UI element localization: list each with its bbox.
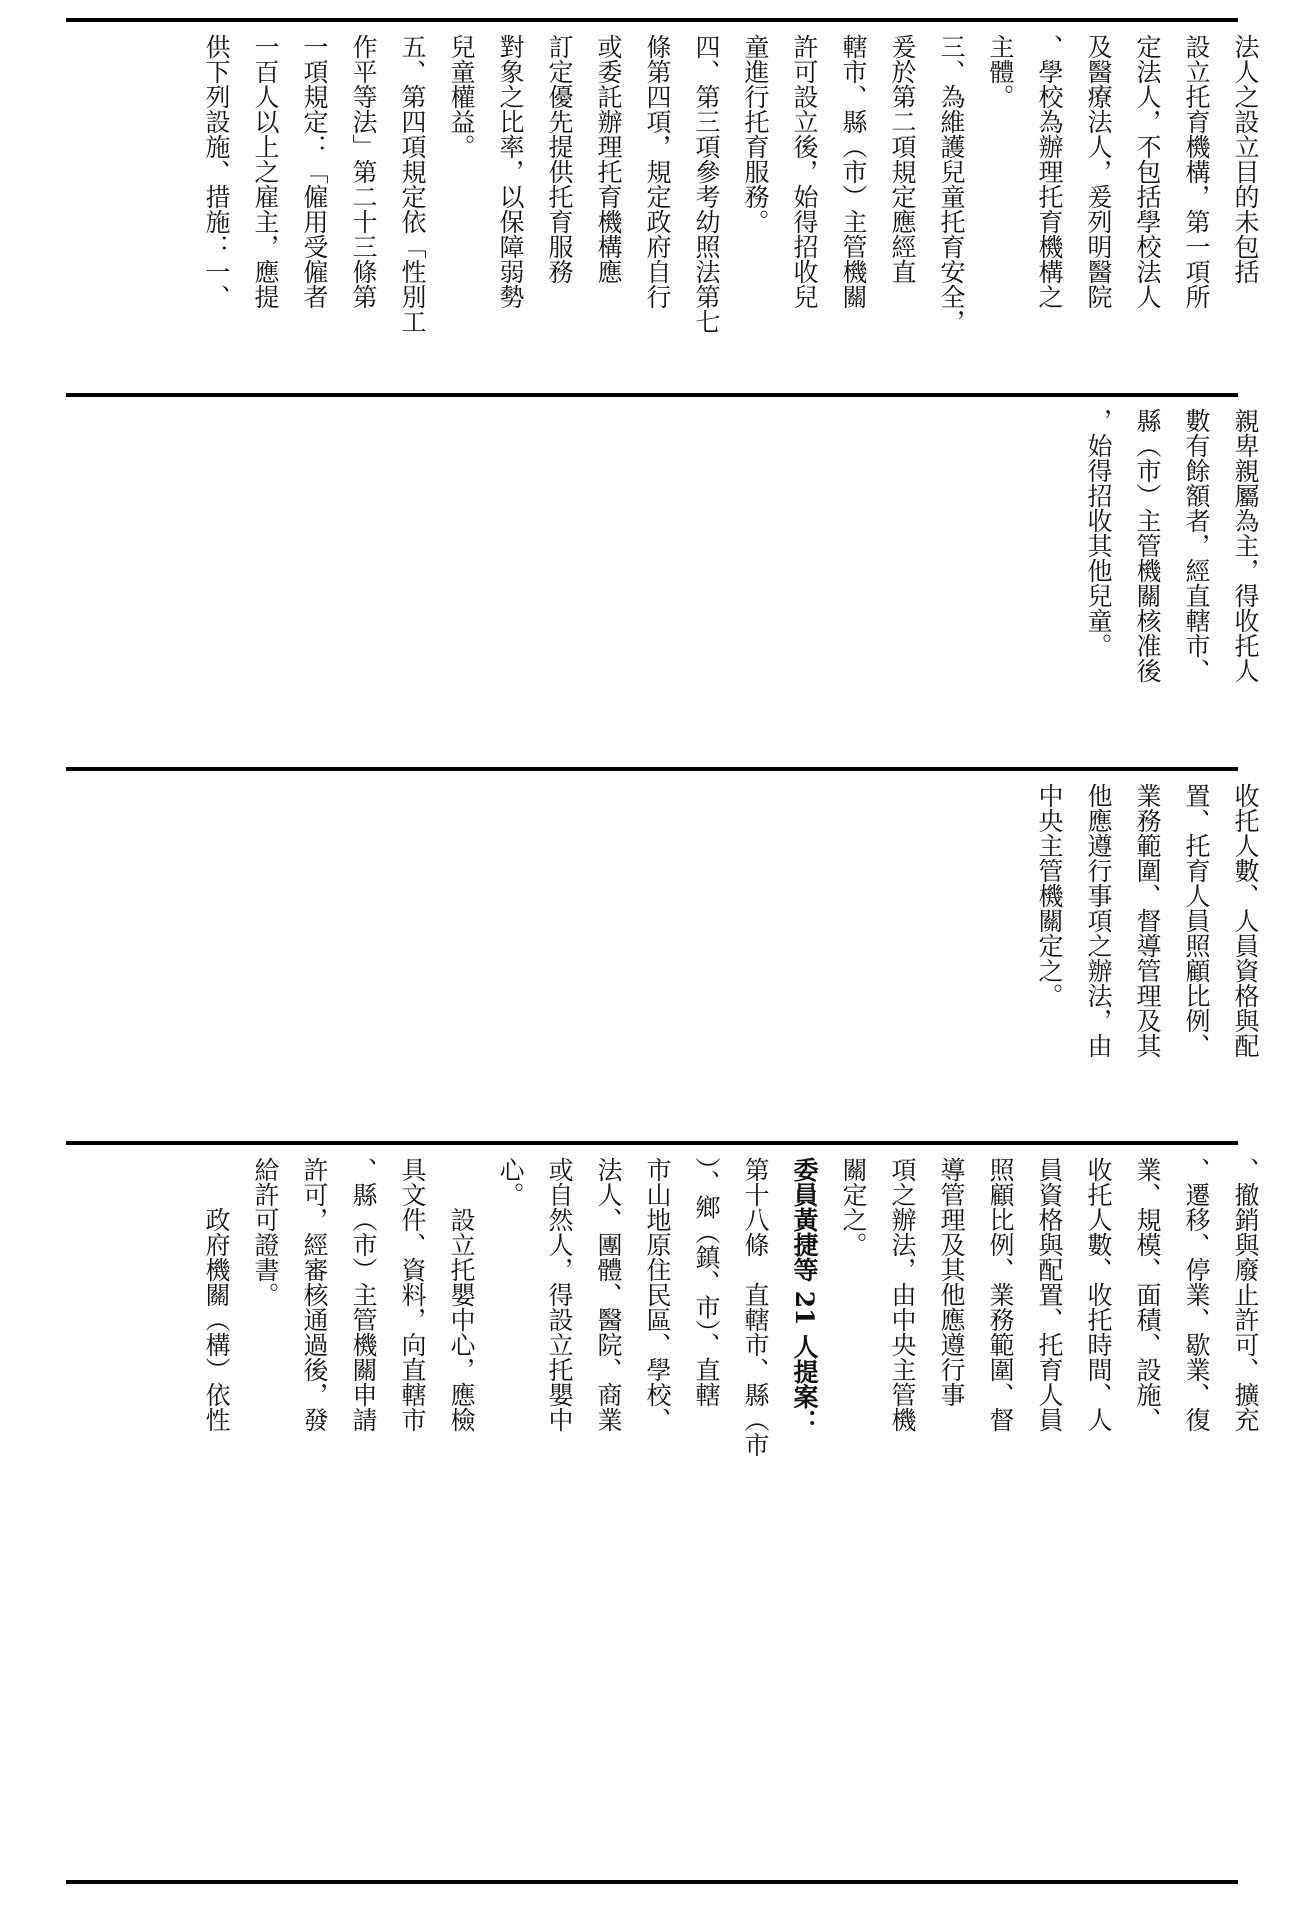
text-line: 關定之。 (839, 1157, 868, 1257)
text-line: 一項規定：「僱用受僱者 (300, 34, 329, 309)
text-line: 轄市、縣（市）主管機關 (839, 34, 868, 309)
text-line: 一百人以上之雇主，應提 (251, 34, 280, 309)
text-line: 政府機關（構）依性 (202, 1157, 231, 1432)
text-line: 第十八條 直轄市、縣（市 (741, 1157, 770, 1457)
text-line: 許可設立後，始得招收兒 (790, 34, 819, 309)
text-line: 、學校為辦理托育機構之 (1035, 34, 1064, 309)
text-line: 兒童權益。 (447, 34, 476, 159)
text-line: 條第四項，規定政府自行 (643, 34, 672, 309)
text-line: 對象之比率，以保障弱勢 (496, 34, 525, 309)
text-line: 心。 (496, 1157, 525, 1207)
text-line: 及醫療法人，爰列明醫院 (1084, 34, 1113, 309)
text-line: 、縣（市）主管機關申請 (349, 1157, 378, 1432)
text-line: 置、托育人員照顧比例、 (1182, 783, 1211, 1058)
text-line: 定法人，不包括學校法人 (1133, 34, 1162, 309)
text-line: 童進行托育服務。 (741, 34, 770, 234)
text-line: 四、第三項參考幼照法第七 (692, 34, 721, 334)
text-line: 法人、團體、醫院、商業 (594, 1157, 623, 1432)
text-line: 五、第四項規定依「性別工 (398, 34, 427, 334)
divider-rule-1 (66, 393, 1238, 397)
text-line: 照顧比例、業務範圍、督 (986, 1157, 1015, 1432)
text-line: 三、為維護兒童托育安全， (937, 34, 966, 334)
text-line: 作平等法」第二十三條第 (349, 34, 378, 309)
text-line: 項之辦法，由中央主管機 (888, 1157, 917, 1432)
text-line: 主體。 (986, 34, 1015, 109)
text-line: 縣（市）主管機關核准後 (1133, 408, 1162, 683)
text-line: 供下列設施、措施：一、 (202, 34, 231, 309)
text-line: 給許可證書。 (251, 1157, 280, 1307)
text-line: 、撤銷與廢止許可、擴充 (1231, 1157, 1260, 1432)
section-4-text (90, 1157, 1270, 1507)
top-rule (66, 18, 1238, 22)
text-line: ）、鄉（鎮、市）、直轄 (692, 1157, 721, 1407)
text-line: 、遷移、停業、歇業、復 (1182, 1157, 1211, 1432)
text-line: 市山地原住民區、學校、 (643, 1157, 672, 1432)
text-line: 業、規模、面積、設施、 (1133, 1157, 1162, 1432)
divider-rule-3 (66, 1141, 1238, 1145)
text-line: 導管理及其他應遵行事 (937, 1157, 966, 1407)
text-line: ，始得招收其他兒童。 (1084, 408, 1113, 658)
text-line: 員資格與配置、托育人員 (1035, 1157, 1064, 1432)
text-line: 具文件、資料，向直轄市 (398, 1157, 427, 1432)
divider-rule-2 (66, 767, 1238, 771)
section-1-text (90, 34, 1270, 384)
text-line: 爰於第二項規定應經直 (888, 34, 917, 284)
text-line: 親卑親屬為主，得收托人 (1231, 408, 1260, 683)
section-3-text (90, 783, 1270, 1133)
text-line: 訂定優先提供托育服務 (545, 34, 574, 284)
text-line: 或委託辦理托育機構應 (594, 34, 623, 284)
section-2-text (90, 408, 1270, 758)
text-line: 收托人數、人員資格與配 (1231, 783, 1260, 1058)
text-line: 業務範圍、督導管理及其 (1133, 783, 1162, 1058)
text-line: 委員黃捷等 21 人提案： (790, 1157, 819, 1435)
text-line: 數有餘額者，經直轄市、 (1182, 408, 1211, 683)
text-line: 許可，經審核通過後，發 (300, 1157, 329, 1432)
text-line: 或自然人，得設立托嬰中 (545, 1157, 574, 1432)
text-line: 法人之設立目的未包括 (1231, 34, 1260, 284)
text-line: 設立托嬰中心，應檢 (447, 1157, 476, 1432)
text-line: 他應遵行事項之辦法，由 (1084, 783, 1113, 1058)
bottom-rule (66, 1880, 1238, 1884)
text-line: 設立托育機構，第一項所 (1182, 34, 1211, 309)
text-line: 收托人數、收托時間、人 (1084, 1157, 1113, 1432)
text-line: 中央主管機關定之。 (1035, 783, 1064, 1008)
